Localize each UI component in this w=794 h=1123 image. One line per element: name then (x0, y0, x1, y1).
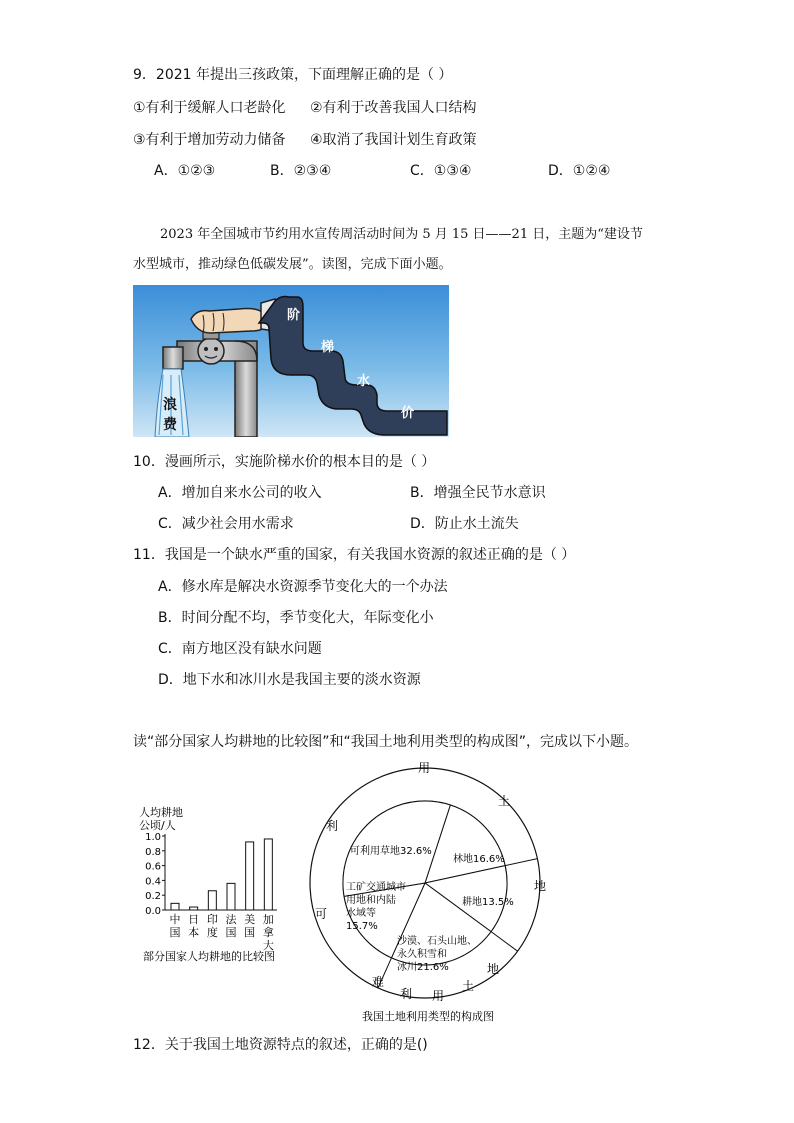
ring-usable-2: 土 (498, 794, 511, 808)
q9-item-4: ④取消了我国计划生育政策 (310, 132, 477, 148)
bar-ytick-label: 0.4 (145, 876, 161, 888)
bar-ytick-label: 0.0 (145, 906, 161, 917)
q10-option-c[interactable]: C．减少社会用水需求 (158, 516, 294, 532)
slice-label-desert-3: 冰川21.6% (397, 962, 449, 973)
bar-chart-title: 部分国家人均耕地的比较图 (143, 950, 275, 963)
waste-char-1: 浪 (163, 397, 177, 413)
ring-usable-5: 利 (326, 819, 339, 833)
passage2: 读“部分国家人均耕地的比较图”和“我国土地利用类型的构成图”，完成以下小题。 (133, 734, 639, 750)
bar-category-label: 日本 (188, 913, 200, 939)
slice-label-forest: 林地16.6% (453, 854, 505, 865)
q11-option-c[interactable]: C．南方地区没有缺水问题 (158, 641, 322, 657)
ring-hard-1: 难 (372, 975, 385, 989)
bar-ytick-label: 0.6 (145, 861, 161, 873)
q9-option-d[interactable]: D．①②④ (548, 163, 611, 179)
passage1-line1: 2023 年全国城市节约用水宣传周活动时间为 5 月 15 日——21 日，主题为“建设节 (160, 227, 643, 242)
bar-category-label: 印度 (206, 913, 218, 939)
slice-label-desert-1: 沙漠、石头山地、 (397, 936, 477, 947)
pipe-char-1: 阶 (287, 308, 301, 323)
q11-stem: 11．我国是一个缺水严重的国家，有关我国水资源的叙述正确的是（ ） (133, 547, 576, 563)
slice-label-urban-3: 水域等 (346, 908, 376, 919)
slice-label-urban-1: 工矿交通城市 (346, 882, 406, 893)
ring-divider-0 (491, 932, 518, 952)
bar-ytick-label: 0.2 (145, 891, 161, 903)
water-price-cartoon (133, 285, 449, 437)
bar-category-label: 中国 (169, 913, 181, 939)
ring-divider-2 (505, 859, 537, 866)
bar-3 (227, 883, 235, 910)
slice-label-grassland: 可利用草地32.6% (350, 846, 432, 857)
q11-option-b[interactable]: B．时间分配不均，季节变化大，年际变化小 (158, 610, 434, 626)
q11-option-d[interactable]: D．地下水和冰川水是我国主要的淡水资源 (158, 672, 421, 688)
pipe-char-4: 价 (401, 406, 415, 421)
q9-item-3: ③有利于增加劳动力储备 (133, 132, 286, 148)
q9-option-c[interactable]: C．①③④ (410, 163, 472, 179)
bar-0 (171, 903, 179, 910)
q10-option-a[interactable]: A．增加自来水公司的收入 (158, 485, 322, 501)
q11-option-a[interactable]: A．修水库是解决水资源季节变化大的一个办法 (158, 579, 448, 595)
waste-char-2: 费 (163, 417, 177, 433)
bar-ylabel-2: 公顷/人 (139, 819, 176, 832)
bar-ytick-label: 0.8 (145, 846, 161, 858)
ring-hard-2: 利 (400, 987, 413, 1001)
ring-hard-4: 土 (462, 979, 475, 993)
q9-item-1: ①有利于缓解人口老龄化 (133, 100, 286, 116)
bar-5 (264, 839, 272, 910)
per-capita-farmland-chart (133, 800, 293, 970)
slice-label-urban-2: 用地和内陆 (346, 895, 396, 906)
bar-category-label: 美国 (244, 913, 256, 939)
pie-chart-title: 我国土地利用类型的构成图 (362, 1010, 494, 1023)
ring-hard-5: 地 (487, 962, 500, 976)
slice-label-urban-4: 15.7% (346, 921, 378, 932)
pipe-char-3: 水 (357, 374, 371, 389)
slice-label-desert-2: 永久积雪和 (397, 949, 447, 960)
q12-stem: 12．关于我国土地资源特点的叙述，正确的是() (133, 1037, 428, 1053)
bar-1 (190, 907, 198, 910)
pipe-char-2: 梯 (321, 340, 335, 355)
q9-option-a[interactable]: A．①②③ (154, 163, 216, 179)
slice-label-cropland: 耕地13.5% (462, 897, 514, 908)
bar-ytick-label: 1.0 (145, 832, 161, 843)
bar-category-label: 加拿大 (262, 913, 274, 952)
q10-option-d[interactable]: D．防止水土流失 (410, 516, 519, 532)
ring-hard-3: 用 (432, 989, 445, 1003)
ring-usable-3: 地 (534, 879, 547, 893)
q9-stem: 9．2021 年提出三孩政策，下面理解正确的是（ ） (133, 67, 453, 83)
q9-option-b[interactable]: B．②③④ (270, 163, 332, 179)
ring-usable-1: 用 (418, 761, 431, 775)
land-use-pie-chart (300, 758, 560, 1028)
q10-option-b[interactable]: B．增强全民节水意识 (410, 485, 546, 501)
bar-4 (246, 842, 254, 910)
bar-ylabel-1: 人均耕地 (139, 806, 183, 819)
ring-usable-4: 可 (315, 907, 328, 921)
q10-stem: 10．漫画所示，实施阶梯水价的根本目的是（ ） (133, 454, 436, 470)
bar-2 (208, 891, 216, 910)
q9-item-2: ②有利于改善我国人口结构 (310, 100, 477, 116)
bar-category-label: 法国 (225, 913, 237, 939)
passage1-line2: 水型城市，推动绿色低碳发展”。读图，完成下面小题。 (133, 257, 452, 272)
